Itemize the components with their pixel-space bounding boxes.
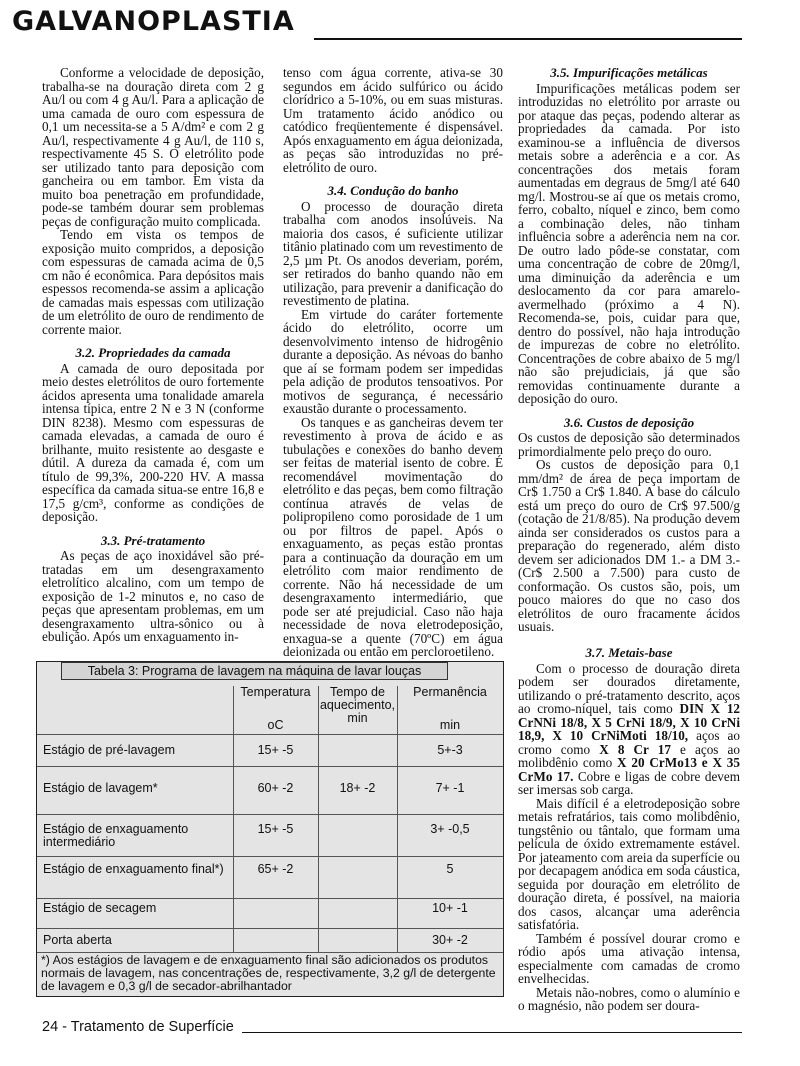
paragraph: O processo de douração direta trabalha com anodos insolúveis. Na maioria dos casos, é suficiente utilizar titânio platinado com um revestimento de 2,5 µm Pt. Os anodos deveriam, porém, ser retirados do banho quando não em utilização, para prevenir a danificação do revestimento de platina.: [283, 198, 503, 308]
table-row: [37, 814, 503, 857]
section-title: GALVANOPLASTIA: [12, 6, 295, 37]
table-caption: Tabela 3: Programa de lavagem na máquina de lavar louças: [61, 662, 448, 680]
alloy-designation: X 20 CrMo13 e X 35 CrMo 17.: [518, 755, 740, 784]
text-run: Com o processo de douração direta podem ser dourados diretamente, utilizando o pré-tratamento descrito, aços ao cromo-níquel, tais como: [518, 660, 740, 716]
header-permanence: [397, 686, 503, 734]
header-heating-time: [318, 686, 397, 734]
subsection-heading: 3.6. Custos de deposição: [563, 414, 695, 430]
subsection-heading: 3.3. Pré-tratamento: [100, 532, 206, 548]
header-label: Permanência: [413, 685, 487, 699]
page-footer: [42, 1016, 742, 1038]
table-row: [37, 928, 503, 953]
cell-temperature: 15+ -5: [257, 822, 294, 836]
row-label: Estágio de pré-lavagem: [43, 743, 176, 757]
subsection-heading: 3.5. Impurificações metálicas: [550, 65, 708, 80]
cell-temperature: 15+ -5: [257, 743, 294, 757]
paragraph: Em virtude do caráter fortemente ácido do eletrólito, ocorre um desenvolvimento intenso de hidrogênio durante a deposição. As névoas do banho que aí se formam podem ser impedidas pela adição de produtos tensoativos. Por motivos de segurança, é necessário exaustão durante o processamento.: [283, 306, 503, 416]
header-label: Temperatura: [240, 685, 311, 699]
paragraph: Mais difícil é a eletrodeposição sobre metais refratários, tais como molibdênio, tungstênio ou tântalo, que formam uma película de óxido extremamente estável. Por jateamento com areia da superfície ou por decapagem anódica em soda cáustica, seguida por douração em eletrólito de douração direta, é possível, na maioria dos casos, alcançar uma aderência satisfatória.: [518, 795, 740, 932]
column-2: [283, 66, 503, 659]
row-label: Estágio de lavagem*: [43, 781, 158, 795]
paragraph: Os custos de deposição para 0,1 mm/dm² de área de peça importam de Cr$ 1.750 a Cr$ 1.840. A base do cálculo está um preço do ouro de Cr$ 97.500/g (cotação de 21/8/85). Na produção devem ainda ser considerados os custos para a preparação do regenerado, além disto devem ser adicionados DM 1.- a DM 3.- (Cr$ 2.500 a 7.500) para custo de conformação. Os custos são, pois, um pouco maiores do que no caso dos eletrólitos de ouro fracamente ácidos usuais.: [518, 457, 740, 634]
row-label: Porta aberta: [43, 933, 112, 947]
cell-permanence: 7+ -1: [435, 781, 465, 795]
cell-permanence: 5: [446, 862, 454, 876]
paragraph: tenso com água corrente, ativa-se 30 segundos em ácido sulfúrico ou ácido clorídrico a 5-10%, ou em suas misturas. Um tratamento ácido anódico ou catódico freqüentemente é dispensável. Após enxaguamento em água deionizada, as peças são introduzidas no pré-eletrólito de ouro.: [283, 65, 503, 175]
cell-permanence: 5+-3: [437, 743, 463, 757]
table-row: [37, 856, 503, 899]
cell-temperature: 65+ -2: [257, 862, 294, 876]
wash-program-table: [36, 661, 504, 997]
header-rule: [314, 38, 742, 40]
footer-rule: [242, 1032, 742, 1033]
alloy-designation: X 8 Cr 17: [599, 741, 671, 757]
text-run: aços ao cromo como: [518, 728, 740, 757]
alloy-designation: DIN X 12 CrNNi 18/8, X 5 CrNi 18/9, X 10 CrNi 18,9, X 10 CrNiMoti 18/10,: [518, 701, 741, 743]
subsection-heading: 3.4. Condução do banho: [327, 183, 459, 198]
cell-permanence: 3+ -0,5: [430, 822, 470, 836]
subsection-heading: 3.2. Propriedades da camada: [75, 345, 231, 360]
column-1: [42, 66, 264, 644]
subsection-heading: 3.7. Metais-base: [585, 645, 673, 660]
paragraph: Conforme a velocidade de deposição, trabalha-se na douração direta com 2 g Au/l ou com 4 g Au/l. Para a aplicação de uma camada de ouro com espessura de 0,1 um necessita-se a 5 A/dm² e com 2 g Au/l, respectivamente 4 g Au/l, de 110 s, respectivamente 45 S. O eletrólito pode ser utilizado tanto para deposição com gancheira ou em tambor. Em vista da muito boa penetração em profundidade, pode-se também dourar sem problemas peças de configuração muito complicada.: [42, 65, 264, 229]
column-3-lower: [518, 646, 740, 1013]
footer-page-label: 24 - Tratamento de Superfície: [42, 1019, 234, 1035]
row-label: Estágio de secagem: [43, 901, 157, 915]
cell-heating-time: 18+ -2: [339, 781, 376, 795]
paragraph: Impurificações metálicas podem ser introduzidas no eletrólito por arraste ou por ataque das peças, podendo alterar as propriedades da camada. Por isto examinou-se a influência de diversos metais sobre a aderência e a cor. As concentrações dos metais foram aumentadas em degraus de 5mg/l até 640 mg/l. Mostrou-se aí que os metais cromo, ferro, cobalto, níquel e zinco, bem como a combinação deles, não tinham influência sobre a aderência nem na cor. De outro lado pôde-se constatar, com uma concentração de cobre de 20mg/l, uma diminuição da aderência e um deslocamento da cor para amarelo-avermelhado (próximo a 4 N). Recomenda-se, pois, cuidar para que, dentro do possível, não haja introdução de impurezas de cobre no eletrólito. Concentrações de cobre abaixo de 5 mg/l não são prejudiciais, já que são removidas continuamente durante a deposição do ouro.: [518, 80, 740, 406]
text-run: e aços ao molibdênio como: [518, 741, 740, 770]
paragraph: A camada de ouro depositada por meio destes eletrólitos de ouro fortemente ácidos apresenta uma tonalidade amarela intensa típica, entre 2 N e 3 N (conforme DIN 8238). Mesmo com espessuras de camada elevadas, a camada de ouro é brilhante, muito resistente ao desgaste e dútil. A dureza da camada é, com um título de 99,3%, 200-220 HV. A massa específica da camada situa-se entre 16,8 e 17,5 g/cm³, conforme as condições de deposição.: [42, 360, 264, 524]
row-label: Estágio de enxaguamento intermediário: [43, 822, 189, 849]
column-3: [518, 66, 740, 634]
paragraph: As peças de aço inoxidável são pré-tratadas em um desengraxamento eletrolítico alcalino, com um tempo de exposição de 1-2 minutos e, no caso de peças que apresentam problemas, em um desengraxamento ultra-sônico ou à ebulição. Após um enxaguamento in-: [42, 548, 264, 644]
paragraph: Tendo em vista os tempos de exposição muito compridos, a deposição com espessuras de camada acima de 0,5 cm não é econômica. Para depósitos mais espessos recomenda-se assim a aplicação de camadas mais espessas com utilização de um eletrólito de ouro de rendimento de corrente maior.: [42, 227, 264, 337]
cell-permanence: 30+ -2: [432, 933, 468, 947]
header-temperature: [233, 686, 318, 734]
page-header: [12, 2, 742, 42]
table-footnote: *) Aos estágios de lavagem e de enxaguamento final são adicionados os produtos normais de lavagem, nas concentrações de, respectivamente, 3,2 g/l de detergente de lavagem e 0,3 g/l de secador-abrilhantador: [41, 953, 496, 994]
header-unit: oC: [267, 718, 284, 732]
paragraph: Metais não-nobres, como o alumínio e o magnésio, não podem ser doura-: [518, 984, 740, 1013]
table-row: [37, 898, 503, 929]
text-run: Cobre e ligas de cobre devem ser imersas sob carga.: [518, 768, 741, 797]
paragraph: [518, 662, 740, 797]
header-label: Tempo de aquecimento,: [319, 685, 396, 712]
paragraph: Os tanques e as gancheiras devem ter revestimento à prova de ácido e as tubulações e conexões do banho devem ser feitas de material isento de cobre. É recomendável movimentação do eletrólito e das peças, bem como filtração contínua através de velas de polipropileno como porosidade de 1 um ou por filtros de papel. Após o enxaguamento, as peças estão prontas para a continuação da douração em um eletrólito com maior rendimento de corrente. Não há necessidade de um desengraxamento intermediário, que pode ser até prejudicial. Caso não haja necessidade de nova eletrodeposição, enxagua-se a quente (70ºC) em água deionizada ou então em percloroetileno.: [283, 414, 503, 659]
row-label: Estágio de enxaguamento final*): [43, 862, 224, 876]
paragraph: Também é possível dourar cromo e ródio após uma ativação intensa, especialmente com camadas de cromo envelhecidas.: [518, 930, 740, 986]
header-unit: min: [347, 711, 368, 725]
cell-temperature: 60+ -2: [257, 781, 294, 795]
cell-permanence: 10+ -1: [432, 901, 468, 915]
paragraph: Os custos de deposição são determinados primordialmente pelo preço do ouro.: [518, 430, 740, 459]
table-row: [37, 766, 503, 815]
table-row: [37, 734, 503, 767]
header-unit: min: [439, 718, 461, 732]
